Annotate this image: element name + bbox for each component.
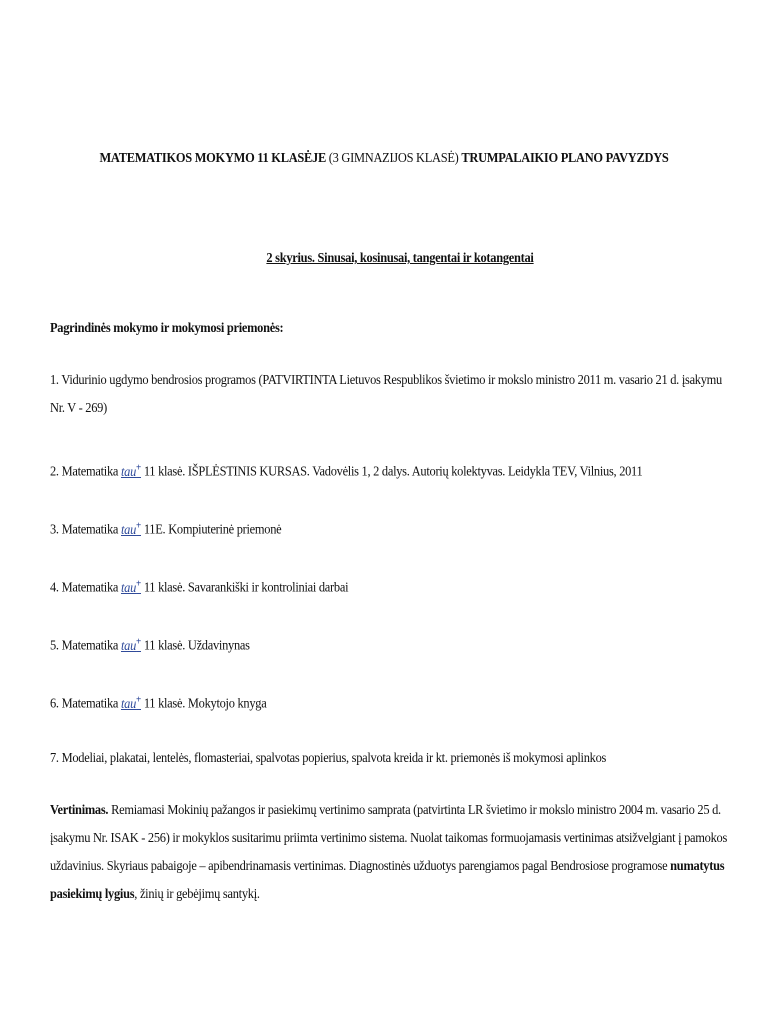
tau-plus: + xyxy=(136,636,142,647)
tau-plus: + xyxy=(136,578,142,589)
list-item-6 xyxy=(50,686,731,718)
section-heading: Pagrindinės mokymo ir mokymosi priemonės: xyxy=(50,320,284,335)
list-item-1 xyxy=(50,366,731,422)
tau-link[interactable] xyxy=(121,464,141,479)
tau-link[interactable] xyxy=(121,580,141,595)
tau-link[interactable] xyxy=(121,638,141,653)
list-item-7: 7. Modeliai, plakatai, lentelės, flomasteriai, spalvotas popierius, spalvota kreida ir kt. priemonės iš mokymosi aplinkos xyxy=(50,750,607,765)
tau-plus: + xyxy=(136,462,142,473)
list-item-3-suffix: 11E. Kompiuterinė priemonė xyxy=(141,521,282,537)
list-item-4-suffix: 11 klasė. Savarankiški ir kontroliniai darbai xyxy=(141,579,349,595)
assessment-line-4-text: , žinių ir gebėjimų santykį. xyxy=(134,886,260,901)
tau-word: tau xyxy=(120,695,137,711)
title-bold-part-2: TRUMPALAIKIO PLANO PAVYZDYS xyxy=(461,150,669,165)
document-title xyxy=(31,150,738,166)
tau-plus: + xyxy=(136,520,142,531)
title-bold-part-1: MATEMATIKOS MOKYMO 11 KLASĖJE xyxy=(99,150,326,165)
assessment-line-3-text: uždavinius. Skyriaus pabaigoje – apibendrinamasis vertinimas. Diagnostinės užduotys parengiamos pagal Bendrosiose programose xyxy=(50,858,671,873)
list-item-2 xyxy=(50,454,731,486)
tau-word: tau xyxy=(120,463,137,479)
list-item-3 xyxy=(50,512,731,544)
assessment-line-4-bold: pasiekimų lygius xyxy=(50,886,135,901)
chapter-title: 2 skyrius. Sinusai, kosinusai, tangentai ir kotangentai xyxy=(266,250,534,265)
assessment-line-1-text: Remiamasi Mokinių pažangos ir pasiekimų vertinimo samprata (patvirtinta LR švietimo ir mokslo ministro 2004 m. vasario 25 d. xyxy=(108,802,721,817)
tau-link[interactable] xyxy=(121,696,141,711)
title-normal-part: (3 GIMNAZIJOS KLASĖ) xyxy=(325,150,462,165)
assessment-line-4 xyxy=(50,880,703,908)
list-item-1-line-1: 1. Vidurinio ugdymo bendrosios programos (PATVIRTINTA Lietuvos Respublikos švietimo ir mokslo ministro 2011 m. vasario 21 d. įsakymu xyxy=(50,372,723,387)
list-item-4 xyxy=(50,570,731,602)
list-item-6-suffix: 11 klasė. Mokytojo knyga xyxy=(141,695,267,711)
list-item-1-line-2: Nr. V - 269) xyxy=(50,400,107,415)
list-item-5 xyxy=(50,628,731,660)
list-item-3-prefix: 3. Matematika xyxy=(50,521,121,537)
list-item-2-prefix: 2. Matematika xyxy=(50,463,121,479)
tau-word: tau xyxy=(120,521,137,537)
list-item-5-suffix: 11 klasė. Uždavinynas xyxy=(141,637,250,653)
list-item-4-prefix: 4. Matematika xyxy=(50,579,121,595)
assessment-line-1 xyxy=(50,796,721,824)
tau-word: tau xyxy=(120,579,137,595)
tau-word: tau xyxy=(120,637,137,653)
list-item-6-prefix: 6. Matematika xyxy=(50,695,121,711)
list-item-5-prefix: 5. Matematika xyxy=(50,637,121,653)
assessment-line-3-bold: numatytus xyxy=(670,858,725,873)
assessment-line-3 xyxy=(50,852,725,880)
list-item-2-suffix: 11 klasė. IŠPLĖSTINIS KURSAS. Vadovėlis 1, 2 dalys. Autorių kolektyvas. Leidykla TEV, Vilnius, 2011 xyxy=(141,463,643,479)
assessment-paragraph xyxy=(50,796,728,908)
assessment-line-2: įsakymu Nr. ISAK - 256) ir mokyklos susitarimu priimta vertinimo sistema. Nuolat taikomas formuojamasis vertinimas atsižvelgiant į pamokos xyxy=(50,830,728,845)
assessment-label: Vertinimas. xyxy=(50,802,109,817)
tau-plus: + xyxy=(136,694,142,705)
tau-link[interactable] xyxy=(121,522,141,537)
